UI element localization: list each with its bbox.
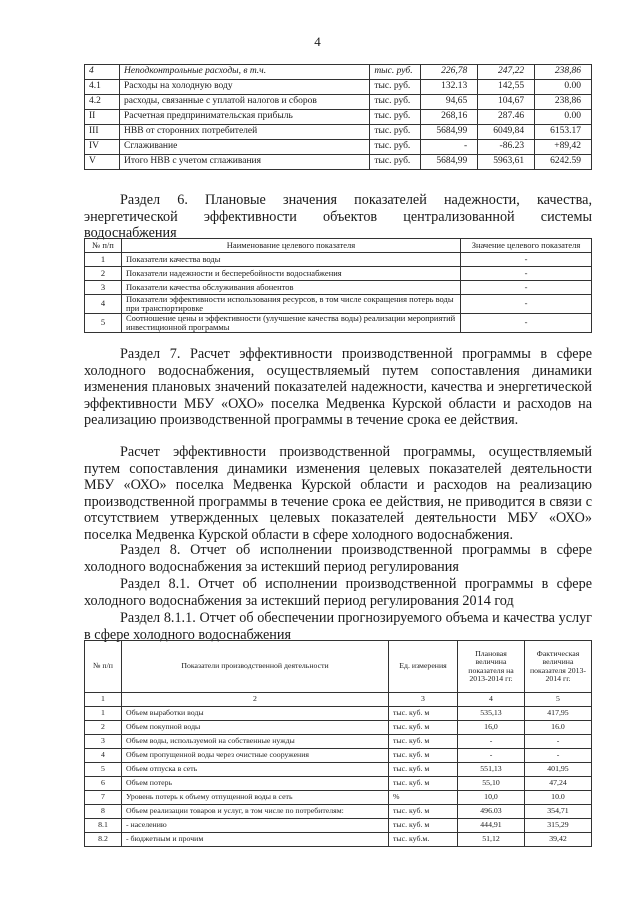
- row-name: - населению: [122, 819, 389, 833]
- target-indicators-table: [84, 238, 592, 333]
- section-8-heading: Раздел 8. Отчет об исполнении производственной программы в сфере холодного водоснабжения за истекший период регулирования: [84, 542, 592, 575]
- table-row: [85, 721, 592, 735]
- row-fact: 401,95: [525, 763, 592, 777]
- header-value: Значение целевого показателя: [461, 239, 592, 253]
- row-name: Объем воды, используемой на собственные нужды: [122, 735, 389, 749]
- col-number: 2: [122, 693, 389, 707]
- table-row: [85, 819, 592, 833]
- row-index: 4.2: [85, 95, 120, 110]
- row-value-3: 238,86: [535, 65, 592, 80]
- table-header-row: [85, 239, 592, 253]
- section-7-paragraph: Раздел 7. Расчет эффективности производственной программы в сфере холодного водоснабжения, осуществляемый путем сопоставления динамики изменения плановых значений показателей надежности, качества и энергетической эффективности МБУ «ОХО» поселка Медвенка Курской области и расходов на реализацию производственной программы в течение срока ее действия.: [84, 346, 592, 429]
- row-index: V: [85, 155, 120, 170]
- row-value-3: 6242.59: [535, 155, 592, 170]
- table-row: [85, 267, 592, 281]
- table-row: [85, 707, 592, 721]
- row-unit: тыс. руб.: [370, 65, 421, 80]
- header-fact: Фактическая величина показателя 2013- 2014 гг.: [525, 641, 592, 693]
- table-row: [85, 833, 592, 847]
- row-value-2: -86.23: [478, 140, 535, 155]
- row-name: Соотношение цены и эффективности (улучшение качества воды) реализации мероприятий инвестиционной программы: [122, 313, 461, 332]
- row-value-3: +89,42: [535, 140, 592, 155]
- row-index: 1: [85, 253, 122, 267]
- row-unit: тыс. куб. м: [389, 721, 458, 735]
- col-number: 4: [458, 693, 525, 707]
- row-value-3: 0.00: [535, 80, 592, 95]
- table-row: [85, 140, 592, 155]
- section-7-paragraph-2: Расчет эффективности производственной программы, осуществляемый путем сопоставления динамики изменения целевых показателей деятельности МБУ «ОХО» поселка Медвенка Курской области и расходов на реализацию производственной программы в течение срока ее действия, не приводится в связи с отсутствием утвержденных целевых показателей деятельности МБУ «ОХО» поселка Медвенка Курской области в сфере холодного водоснабжения.: [84, 444, 592, 543]
- header-num: № п/п: [85, 641, 122, 693]
- row-index: 4.1: [85, 80, 120, 95]
- row-index: 2: [85, 267, 122, 281]
- row-name: Сглаживание: [120, 140, 370, 155]
- row-value-2: 247,22: [478, 65, 535, 80]
- table-row: [85, 763, 592, 777]
- table-row: [85, 253, 592, 267]
- row-index: 7: [85, 791, 122, 805]
- table-header-row: [85, 641, 592, 693]
- row-value-3: 6153.17: [535, 125, 592, 140]
- row-plan: 51,12: [458, 833, 525, 847]
- row-index: 5: [85, 313, 122, 332]
- table-row: [85, 65, 592, 80]
- row-index: 2: [85, 721, 122, 735]
- row-plan: 10,0: [458, 791, 525, 805]
- row-value: -: [461, 267, 592, 281]
- row-name: Показатели эффективности использования ресурсов, в том числе сокращения потерь воды при транспортировке: [122, 295, 461, 314]
- table-row: [85, 805, 592, 819]
- table-row: [85, 295, 592, 314]
- section-8-1-heading: Раздел 8.1. Отчет об исполнении производственной программы в сфере холодного водоснабжения за истекший период регулирования 2014 год: [84, 576, 592, 609]
- row-unit: тыс. куб. м: [389, 735, 458, 749]
- col-number: 1: [85, 693, 122, 707]
- row-value-1: 268,16: [421, 110, 478, 125]
- row-value-3: 238,86: [535, 95, 592, 110]
- row-name: Итого НВВ с учетом сглаживания: [120, 155, 370, 170]
- row-unit: тыс. куб. м: [389, 819, 458, 833]
- row-fact: 39,42: [525, 833, 592, 847]
- row-index: 4: [85, 749, 122, 763]
- row-name: Показатели надежности и бесперебойности водоснабжения: [122, 267, 461, 281]
- table-row: [85, 110, 592, 125]
- row-index: 8: [85, 805, 122, 819]
- row-unit: тыс. куб. м: [389, 749, 458, 763]
- row-value-1: 5684,99: [421, 155, 478, 170]
- section-6-heading: Раздел 6. Плановые значения показателей надежности, качества, энергетической эффективности объектов централизованной системы водоснабжения: [84, 192, 592, 242]
- row-index: 6: [85, 777, 122, 791]
- row-fact: 417,95: [525, 707, 592, 721]
- row-unit: тыс. руб.: [370, 155, 421, 170]
- row-value: -: [461, 295, 592, 314]
- row-plan: 496.03: [458, 805, 525, 819]
- row-index: 8.2: [85, 833, 122, 847]
- row-value-1: 226,78: [421, 65, 478, 80]
- row-index: 3: [85, 735, 122, 749]
- row-name: Показатели качества обслуживания абонентов: [122, 281, 461, 295]
- table-row: [85, 313, 592, 332]
- row-index: IV: [85, 140, 120, 155]
- row-plan: 535,13: [458, 707, 525, 721]
- production-report-table: [84, 640, 592, 847]
- col-number: 5: [525, 693, 592, 707]
- header-unit: Ед. измерения: [389, 641, 458, 693]
- row-value-2: 287.46: [478, 110, 535, 125]
- row-unit: тыс. куб.м.: [389, 833, 458, 847]
- table-row: [85, 777, 592, 791]
- row-index: 4: [85, 295, 122, 314]
- row-name: - бюджетным и прочим: [122, 833, 389, 847]
- row-index: 3: [85, 281, 122, 295]
- column-numbers-row: [85, 693, 592, 707]
- section-8-1-1-heading: Раздел 8.1.1. Отчет об обеспечении прогнозируемого объема и качества услуг в сфере холодного водоснабжения: [84, 610, 592, 643]
- row-fact: 315,29: [525, 819, 592, 833]
- row-index: II: [85, 110, 120, 125]
- row-fact: -: [525, 749, 592, 763]
- row-unit: %: [389, 791, 458, 805]
- col-number: 3: [389, 693, 458, 707]
- row-name: НВВ от сторонних потребителей: [120, 125, 370, 140]
- header-name: Наименование целевого показателя: [122, 239, 461, 253]
- row-unit: тыс. руб.: [370, 125, 421, 140]
- header-name: Показатели производственной деятельности: [122, 641, 389, 693]
- row-value-3: 0.00: [535, 110, 592, 125]
- table-row: [85, 80, 592, 95]
- table-row: [85, 95, 592, 110]
- row-unit: тыс. куб. м: [389, 805, 458, 819]
- row-unit: тыс. руб.: [370, 140, 421, 155]
- row-name: Уровень потерь к объему отпущенной воды в сеть: [122, 791, 389, 805]
- row-value-1: 94,65: [421, 95, 478, 110]
- row-plan: 551,13: [458, 763, 525, 777]
- row-fact: -: [525, 735, 592, 749]
- row-index: III: [85, 125, 120, 140]
- row-value-2: 142,55: [478, 80, 535, 95]
- row-plan: 444,91: [458, 819, 525, 833]
- row-unit: тыс. руб.: [370, 95, 421, 110]
- row-value-1: -: [421, 140, 478, 155]
- row-index: 5: [85, 763, 122, 777]
- table-row: [85, 155, 592, 170]
- row-name: Объем пропущенной воды через очистные сооружения: [122, 749, 389, 763]
- table-row: [85, 749, 592, 763]
- row-name: Объем реализации товаров и услуг, в том числе по потребителям:: [122, 805, 389, 819]
- row-index: 8.1: [85, 819, 122, 833]
- header-num: № п/п: [85, 239, 122, 253]
- row-unit: тыс. куб. м: [389, 777, 458, 791]
- row-value-2: 5963,61: [478, 155, 535, 170]
- table-row: [85, 791, 592, 805]
- row-value-2: 104,67: [478, 95, 535, 110]
- row-name: Показатели качества воды: [122, 253, 461, 267]
- row-fact: 10.0: [525, 791, 592, 805]
- row-name: Объем потерь: [122, 777, 389, 791]
- row-index: 1: [85, 707, 122, 721]
- row-unit: тыс. руб.: [370, 80, 421, 95]
- row-name: Расчетная предпринимательская прибыль: [120, 110, 370, 125]
- row-plan: 55,10: [458, 777, 525, 791]
- nvv-table: [84, 64, 592, 170]
- row-index: 4: [85, 65, 120, 80]
- row-fact: 47,24: [525, 777, 592, 791]
- table-row: [85, 125, 592, 140]
- row-unit: тыс. руб.: [370, 110, 421, 125]
- row-fact: 354,71: [525, 805, 592, 819]
- row-plan: 16,0: [458, 721, 525, 735]
- row-name: Расходы на холодную воду: [120, 80, 370, 95]
- row-plan: -: [458, 749, 525, 763]
- row-value-1: 132.13: [421, 80, 478, 95]
- row-value-1: 5684,99: [421, 125, 478, 140]
- row-name: Неподконтрольные расходы, в т.ч.: [120, 65, 370, 80]
- row-name: Объем выработки воды: [122, 707, 389, 721]
- row-name: Объем покупной воды: [122, 721, 389, 735]
- row-plan: -: [458, 735, 525, 749]
- page-number: 4: [314, 34, 321, 49]
- row-unit: тыс. куб. м: [389, 763, 458, 777]
- row-fact: 16.0: [525, 721, 592, 735]
- header-plan: Плановая величина показателя на 2013-2014 гг.: [458, 641, 525, 693]
- row-unit: тыс. куб. м: [389, 707, 458, 721]
- row-value: -: [461, 253, 592, 267]
- row-name: расходы, связанные с уплатой налогов и сборов: [120, 95, 370, 110]
- row-value: -: [461, 281, 592, 295]
- row-name: Объем отпуска в сеть: [122, 763, 389, 777]
- table-row: [85, 281, 592, 295]
- row-value-2: 6049,84: [478, 125, 535, 140]
- row-value: -: [461, 313, 592, 332]
- table-row: [85, 735, 592, 749]
